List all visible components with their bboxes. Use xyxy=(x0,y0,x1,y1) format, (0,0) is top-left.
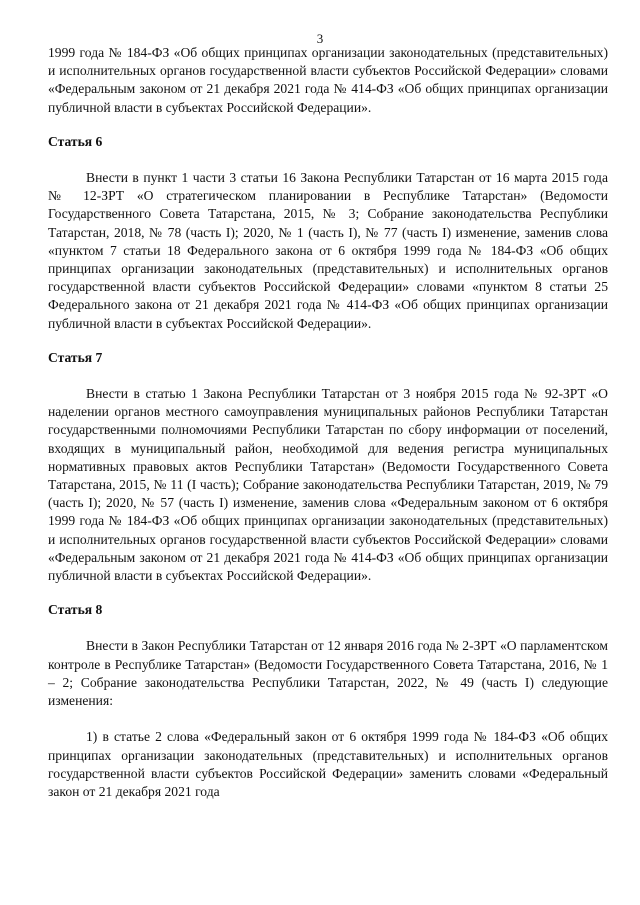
paragraph-article-7: Внести в статью 1 Закона Республики Татарстан от 3 ноября 2015 года № 92-ЗРТ «О наделении органов местного самоуправления муниципальных районов Республики Татарстан государственными полномочиями Республики Татарстан по сбору информации от поселений, входящих в муниципальный район, необходимой для ведения регистра муниципальных нормативных правовых актов Республики Татарстан» (Ведомости Государственного Совета Татарстана, 2015, № 11 (I часть); Собрание законодательства Республики Татарстан, 2019, № 79 (часть I); 2020, № 57 (часть I) изменение, заменив слова «Федеральным законом от 6 октября 1999 года № 184-ФЗ «Об общих принципах организации законодательных (представительных) и исполнительных органов государственной власти субъектов Российской Федерации» словами «Федеральным законом от 21 декабря 2021 года № 414-ФЗ «Об общих принципах организации публичной власти в субъектах Российской Федерации». xyxy=(48,386,608,584)
article-heading-6: Статья 6 xyxy=(48,133,103,149)
paragraph-continuation: 1999 года № 184-ФЗ «Об общих принципах организации законодательных (представительных) и исполнительных органов государственной власти субъектов Российской Федерации» словами «Федеральным законом от 21 декабря 2021 года № 414-ФЗ «Об общих принципах организации публичной власти в субъектах Российской Федерации». xyxy=(48,45,608,115)
page-number: 3 xyxy=(316,31,324,46)
paragraph-article-8: Внести в Закон Республики Татарстан от 12 января 2016 года № 2-ЗРТ «О парламентском контроле в Республике Татарстан» (Ведомости Государственного Совета Татарстана, 2016, № 1 – 2; Собрание законодательства Республики Татарстан, 2022, № 49 (часть I) следующие изменения: xyxy=(48,638,608,709)
document-body xyxy=(48,44,608,801)
article-heading-8: Статья 8 xyxy=(48,602,103,618)
paragraph-article-6: Внести в пункт 1 части 3 статьи 16 Закона Республики Татарстан от 16 марта 2015 года № 12-ЗРТ «О стратегическом планировании в Республике Татарстан» (Ведомости Государственного Совета Татарстана, 2015, № 3; Собрание законодательства Республики Татарстан, 2018, № 78 (часть I); 2020, № 1 (часть I), № 77 (часть I) изменение, заменив слова «пунктом 7 статьи 18 Федерального закона от 6 октября 1999 года № 184-ФЗ «Об общих принципах организации законодательных (представительных) и исполнительных органов государственной власти субъектов Российской Федерации» словами «пунктом 8 статьи 25 Федерального закона от 21 декабря 2021 года № 414-ФЗ «Об общих принципах организации публичной власти в субъектах Российской Федерации». xyxy=(48,170,608,331)
article-heading-7: Статья 7 xyxy=(48,349,103,365)
paragraph-item-1: 1) в статье 2 слова «Федеральный закон от 6 октября 1999 года № 184-ФЗ «Об общих принципах организации законодательных (представительных) и исполнительных органов государственной власти субъектов Российской Федерации» заменить словами «Федеральный закон от 21 декабря 2021 года xyxy=(48,729,608,799)
